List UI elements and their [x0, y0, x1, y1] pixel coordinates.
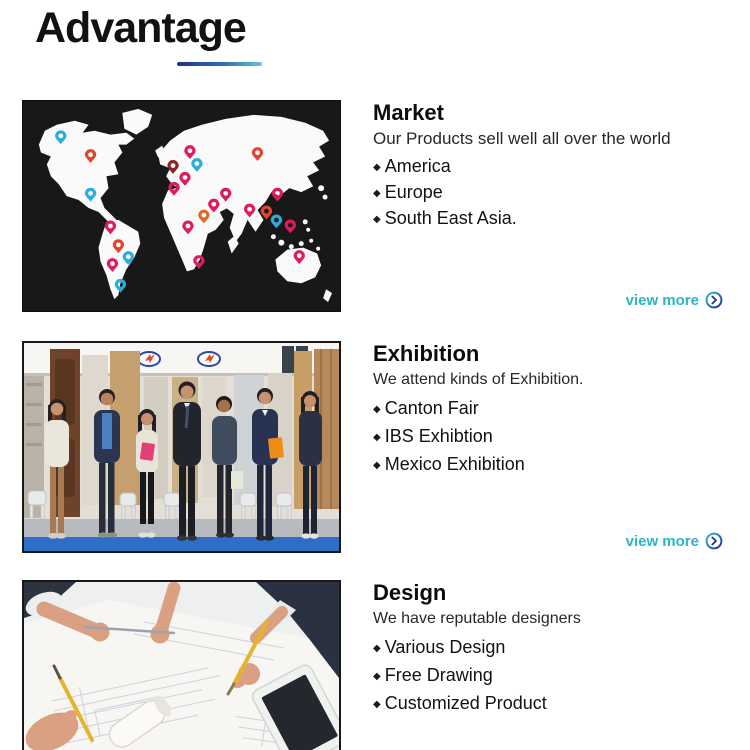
world-map-image: [22, 100, 341, 312]
view-more-label: view more: [625, 532, 699, 550]
design-photo: [22, 580, 341, 750]
exhibition-description: We attend kinds of Exhibition.: [373, 371, 584, 388]
list-item: ◆ IBS Exhibtion: [373, 423, 728, 451]
diamond-bullet-icon: ◆: [373, 188, 381, 199]
title-underline: [177, 62, 262, 66]
booth-logo: [138, 352, 160, 366]
design-photo-svg: [24, 582, 339, 750]
exhibition-bullet-list: [373, 395, 728, 479]
section-exhibition: [0, 341, 750, 553]
design-bullet-list: [373, 634, 728, 718]
diamond-bullet-icon: ◆: [373, 643, 381, 654]
exhibition-heading: Exhibition: [373, 341, 480, 366]
diamond-bullet-icon: ◆: [373, 162, 381, 173]
diamond-bullet-icon: ◆: [373, 432, 381, 443]
page-title: Advantage: [35, 4, 246, 52]
market-bullet-list: [373, 154, 728, 232]
market-view-more-link[interactable]: [626, 291, 723, 309]
list-item: ◆ South East Asia.: [373, 206, 728, 232]
diamond-bullet-icon: ◆: [373, 699, 381, 710]
circle-arrow-icon: [705, 291, 723, 309]
exhibition-photo: [22, 341, 341, 553]
diamond-bullet-icon: ◆: [373, 460, 381, 471]
section-design: [0, 580, 750, 750]
view-more-label: view more: [625, 291, 699, 309]
list-item: ◆ Mexico Exhibition: [373, 451, 728, 479]
exhibition-text-block: [373, 341, 728, 479]
market-description: Our Products sell well all over the world: [373, 129, 671, 148]
list-item: ◆ Various Design: [373, 634, 728, 662]
market-text-block: [373, 100, 728, 232]
design-heading: Design: [373, 580, 447, 605]
section-market: [0, 100, 750, 312]
exhibition-view-more-link[interactable]: [626, 532, 723, 550]
list-item: ◆ Canton Fair: [373, 395, 728, 423]
circle-arrow-icon: [705, 532, 723, 550]
list-item: ◆ Europe: [373, 180, 728, 206]
diamond-bullet-icon: ◆: [373, 404, 381, 415]
diamond-bullet-icon: ◆: [373, 671, 381, 682]
market-heading: Market: [373, 100, 444, 125]
list-item: ◆ Free Drawing: [373, 662, 728, 690]
diamond-bullet-icon: ◆: [373, 214, 381, 225]
design-description: We have reputable designers: [373, 610, 581, 627]
design-text-block: [373, 580, 728, 718]
world-map-svg: [23, 101, 340, 311]
list-item: ◆ Customized Product: [373, 690, 728, 718]
booth-logo: [198, 352, 220, 366]
list-item: ◆ America: [373, 154, 728, 180]
exhibition-photo-svg: [24, 343, 339, 551]
